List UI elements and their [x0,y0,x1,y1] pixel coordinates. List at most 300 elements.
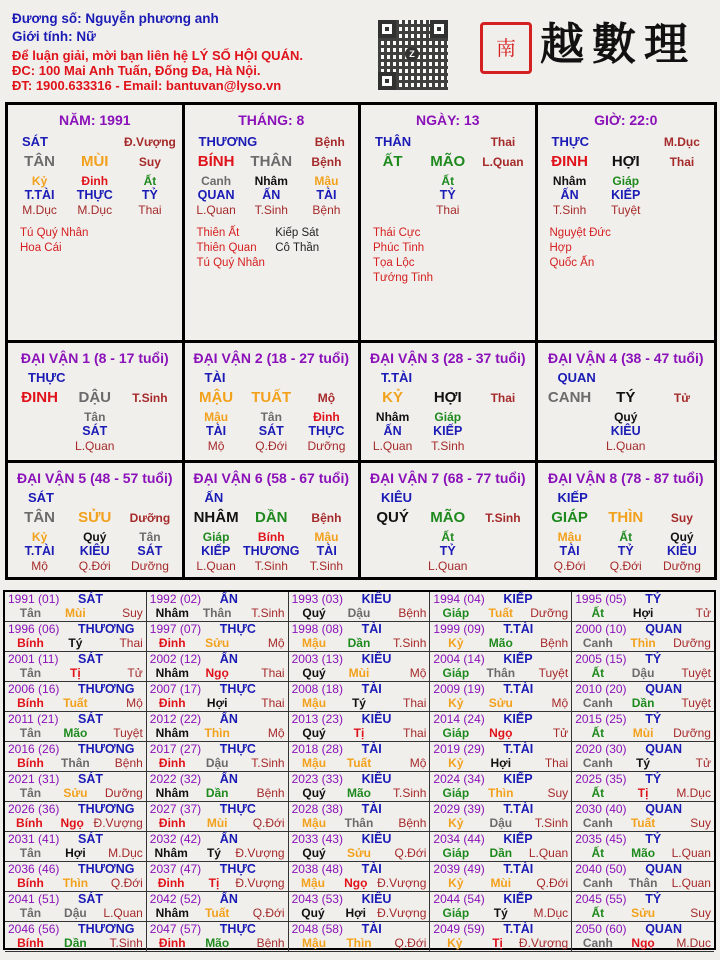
hidden-god: TỶ [439,544,456,558]
year-header [292,862,427,876]
hidden-stage: Q.Đới [78,559,111,573]
hidden-stem: Ất [143,174,157,188]
seal-stamp-logo: 南 [480,22,532,74]
year-label: 2016 (26) [8,742,60,756]
year-header [8,622,143,636]
star-label: Cô Thần [275,242,320,254]
hidden-stem: Nhâm [254,174,288,188]
year-header [292,712,427,726]
stage-label: Tuyệt [681,666,711,680]
annual-year-cell [147,772,289,802]
hidden-god-row [189,544,355,558]
heavenly-stem: Mậu [302,816,327,830]
year-pillar-row [150,876,285,891]
year-header [575,832,711,846]
annual-year-cell [430,682,572,712]
hidden-stage [542,438,598,454]
ten-god-label: THƯƠNG [78,922,135,936]
year-pillar-row [8,816,143,831]
heavenly-stem: Tân [19,846,42,860]
hidden-stem: Giáp [612,174,640,188]
stage-label: Tử [552,726,569,740]
stage-top-label: Đ.Vượng [123,135,176,149]
earthly-branch: Tý [68,636,83,650]
year-label: 2050 (60) [575,922,627,936]
year-label: 2026 (36) [8,802,60,816]
hidden-stage-row [189,438,355,454]
year-label: 2013 (23) [291,712,343,726]
year-header [292,622,427,636]
annual-year-cell [289,682,431,712]
hidden-god-row [189,424,355,438]
year-label: 2045 (55) [575,892,627,906]
year-header [575,592,711,606]
annual-year-cell [289,742,431,772]
year-pillar-row [8,636,143,651]
stage-top-label: Thai [490,135,516,149]
hidden-stem: Tân [84,410,106,424]
annual-year-cell [430,652,572,682]
year-header [292,772,427,786]
hidden-stem: Quý [83,530,107,544]
heavenly-stem: Đinh [158,756,186,770]
hidden-god: ẤN [262,188,281,202]
ten-god-label: TỶ [645,712,662,726]
year-header [292,652,427,666]
earthly-branch: Thìn [630,636,656,650]
year-header [292,802,427,816]
hidden-stem-row [365,174,531,188]
hidden-stage: L.Quan [75,439,115,453]
year-label: 2009 (19) [433,682,485,696]
stage-label: Mộ [267,636,285,650]
qr-finder-icon [378,20,396,38]
year-header [8,892,143,906]
heavenly-stem: Bính [17,636,44,650]
year-label: 2017 (27) [149,742,202,756]
year-label: 2037 (47) [149,862,202,876]
heavenly-stem: Nhâm [155,786,189,800]
hidden-stem-row [542,410,711,424]
hidden-stem: Tân [260,410,282,424]
annual-year-cell [572,862,714,892]
stage-label: T.Sinh [485,511,521,525]
stage-label: Q.Đới [110,876,143,890]
dai-van-main-row [542,506,711,530]
hidden-stem [365,174,420,188]
heavenly-stem: Đinh [158,816,186,830]
hidden-stage [122,438,177,454]
earthly-branch: MÃO [430,509,466,526]
hidden-stem: Mậu [204,410,229,424]
star-label: Tú Quý Nhân [20,227,89,239]
hidden-stem [122,410,177,424]
ten-god-label: QUAN [645,802,682,816]
hidden-stem-row [12,530,178,544]
heavenly-stem: Kỷ [448,876,464,890]
hidden-god: THƯƠNG [243,544,300,558]
heavenly-stem: Kỷ [448,816,464,830]
earthly-branch: Tuất [630,816,656,830]
hidden-god [475,544,530,558]
year-header [575,652,711,666]
stage-label: Q.Đới [394,936,427,950]
earthly-branch: Tý [493,906,508,920]
ten-god-label: T.TÀI [381,370,413,385]
hidden-god [365,544,420,558]
spacer [67,134,122,150]
hidden-god [542,424,598,438]
heavenly-stem: Kỷ [448,756,464,770]
heavenly-stem: Ất [591,846,605,860]
annual-year-cell [5,832,147,862]
annual-year-cell [147,922,289,952]
hidden-stem: Kỷ [31,530,48,544]
pillar-main-row [189,150,355,174]
heavenly-stem: Canh [582,696,613,710]
year-header [575,922,711,936]
pillar-god-row [189,134,355,150]
year-header [433,862,568,876]
hidden-stage [654,438,710,454]
hidden-stem-row [542,174,711,188]
earthly-branch: Thân [486,666,516,680]
heavenly-stem: Ất [591,906,605,920]
ten-god-label: TỶ [645,832,662,846]
pillars-grid [5,102,717,580]
qr-finder-icon [378,72,396,90]
hidden-god-row [12,424,178,438]
year-pillar-row [150,756,285,771]
hidden-stage-row [12,438,178,454]
hidden-god: TỶ [141,188,158,202]
hidden-stage-row [542,202,711,218]
annual-year-cell [289,802,431,832]
ten-god-label: THƯƠNG [78,862,135,876]
year-label: 2032 (42) [149,832,202,846]
hidden-stem-row [365,530,531,544]
ten-god-label: THƯƠNG [78,682,135,696]
dai-van-title: ĐẠI VẬN 5 (48 - 57 tuổi) [16,470,173,486]
hidden-stage-row [189,202,355,218]
earthly-branch: Dậu [631,666,655,680]
spacer [257,134,305,150]
earthly-branch: Thân [344,816,374,830]
stage-label: M.Dục [676,786,711,800]
earthly-branch: Mùi [632,726,654,740]
heavenly-stem: Tân [19,906,42,920]
heavenly-stem: Bính [17,936,44,950]
dai-van-cell [361,463,538,577]
hidden-stem [475,410,530,424]
year-label: 1994 (04) [433,592,485,606]
year-header [292,682,427,696]
annual-year-cell [430,742,572,772]
ten-god-label: TỶ [645,652,662,666]
year-pillar-row [8,936,143,951]
heavenly-stem: CANH [547,389,592,406]
year-pillar-row [575,726,711,741]
year-label: 2036 (46) [8,862,60,876]
star-label: Nguyệt Đức Hợp [549,227,611,254]
year-label: 2027 (37) [149,802,202,816]
year-header [150,622,285,636]
earthly-branch: Tuất [204,906,230,920]
dai-van-title: ĐẠI VẬN 6 (58 - 67 tuổi) [193,470,350,486]
year-pillar-row [575,936,711,951]
heavenly-stem: NHÂM [193,509,239,526]
year-label: 2043 (53) [291,892,343,906]
hidden-stage: Bệnh [312,203,341,217]
annual-year-cell [572,712,714,742]
stage-label: Bệnh [311,155,342,169]
hidden-stem: Bính [257,530,285,544]
heavenly-stem: Giáp [442,726,470,740]
year-pillar-row [150,666,285,681]
stage-label: Bệnh [398,606,427,620]
hidden-stem [654,410,710,424]
ten-god-label: TÀI [361,802,382,816]
hidden-stage: L.Quan [196,559,236,573]
earthly-branch: Mão [63,726,88,740]
stage-label: Bệnh [114,756,143,770]
year-pillar-row [8,906,143,921]
annual-year-cell [289,622,431,652]
year-label: 2029 (39) [433,802,485,816]
hidden-stem: Canh [201,174,232,188]
hidden-stem: Đinh [81,174,109,188]
earthly-branch: Mão [631,846,656,860]
heavenly-stem: Tân [19,666,42,680]
earthly-branch: Dần [347,636,371,650]
year-label: 2018 (28) [291,742,343,756]
hidden-stem-row [189,174,355,188]
stage-label: Dưỡng [673,636,711,650]
year-header [150,592,285,606]
year-pillar-row [150,696,285,711]
earthly-branch: Ngọ [344,876,368,890]
year-label: 2030 (40) [575,802,627,816]
ten-god-label: THƯƠNG [78,622,135,636]
hidden-stem: Kỷ [31,174,48,188]
year-header [433,592,568,606]
contact-line-2: ĐC: 100 Mai Anh Tuấn, Đống Đa, Hà Nội. [12,63,261,78]
hidden-stage-row [542,558,711,574]
stage-label: T.Sinh [393,786,427,800]
hidden-god: TÀI [316,188,337,202]
earthly-branch: HỢI [611,153,640,170]
hidden-stem-row [189,530,355,544]
earthly-branch: TUẤT [251,389,292,406]
hidden-stage-row [12,558,178,574]
ten-god-label: SÁT [28,490,54,505]
zalo-logo-icon: Z [405,47,419,61]
ten-god-label: TÀI [361,622,382,636]
year-header [575,892,711,906]
ten-god-label: SÁT [78,652,103,666]
heavenly-stem: Giáp [442,666,470,680]
annual-year-cell [147,892,289,922]
year-label: 2048 (58) [291,922,343,936]
year-pillar-row [292,786,427,801]
year-pillar-row [292,636,427,651]
year-label: 2038 (48) [291,862,343,876]
hidden-stage: Thai [138,203,162,217]
year-pillar-row [433,906,568,921]
earthly-branch: SỬU [78,509,112,526]
ten-god-label: TÀI [204,370,226,385]
ten-god-label: T.TÀI [503,742,534,756]
stage-label: L.Quan [671,876,711,890]
year-header [433,652,568,666]
heavenly-stem: Tân [19,786,42,800]
hidden-stem: Ất [441,530,455,544]
heavenly-stem: Kỷ [447,936,463,950]
earthly-branch: Sửu [346,846,371,860]
pillar-cell [361,105,538,343]
hidden-god: TÀI [316,544,337,558]
person-info [12,10,303,93]
star-label: Hoa Cái [20,242,62,254]
hidden-god [475,424,530,438]
pillar-title: GIỜ: 22:0 [594,112,658,128]
annual-luck-grid [3,590,716,950]
year-pillar-row [433,816,568,831]
earthly-branch: Mùi [65,606,86,620]
stage-label: Q.Đới [394,846,427,860]
dai-van-cell [8,463,185,577]
header [0,0,720,100]
heavenly-stem: Giáp [442,906,470,920]
pillar-title: NGÀY: 13 [415,112,480,128]
hidden-stem [12,410,67,424]
year-label: 2046 (56) [8,922,60,936]
heavenly-stem: Kỷ [448,636,464,650]
year-label: 1995 (05) [575,592,627,606]
year-header [575,862,711,876]
annual-year-cell [147,682,289,712]
year-label: 2008 (18) [291,682,343,696]
hidden-stem [542,410,598,424]
year-label: 2010 (20) [575,682,627,696]
heavenly-stem: Bính [17,696,44,710]
year-pillar-row [292,726,427,741]
ten-god-label: ẤN [219,712,238,726]
year-pillar-row [8,666,143,681]
hidden-stem [365,530,420,544]
year-header [433,772,568,786]
earthly-branch: DẬU [78,389,111,406]
earthly-branch: DẦN [254,509,288,526]
hidden-stage: Thai [436,203,460,217]
year-header [292,922,427,936]
hidden-stage: L.Quan [428,559,468,573]
earthly-branch: Dậu [205,756,229,770]
earthly-branch: Hợi [65,846,86,860]
ten-god-label: THỰC [28,370,66,385]
star-label: Phúc Tinh [373,242,425,254]
dai-van-main-row [542,386,711,410]
year-label: 2005 (15) [575,652,627,666]
hidden-stage [365,202,420,218]
contact-line-1: Để luận giải, mời bạn liên hệ LÝ SỐ HỘI QUÁN. [12,48,303,63]
year-label: 1996 (06) [8,622,60,636]
annual-year-cell [289,832,431,862]
year-header [433,892,568,906]
ten-god-label: ẤN [219,592,238,606]
annual-year-cell [572,592,714,622]
dai-van-title: ĐẠI VẬN 1 (8 - 17 tuổi) [20,350,169,366]
hidden-stage: T.Sinh [552,203,587,217]
ten-god-label: KIẾP [503,712,533,726]
year-pillar-row [575,816,711,831]
year-label: 2001 (11) [8,652,59,666]
earthly-branch: Mùi [206,816,228,830]
dai-van-title: ĐẠI VẬN 2 (18 - 27 tuổi) [193,350,350,366]
ten-god-label: QUAN [645,682,682,696]
earthly-branch: THÌN [608,509,644,526]
ten-god-label: THƯƠNG [78,802,135,816]
star-label: Tọa Lộc [373,257,415,269]
dai-van-title: ĐẠI VẬN 4 (38 - 47 tuổi) [547,350,704,366]
qr-finder-icon [430,20,448,38]
hidden-stage: T.Sinh [309,559,344,573]
heavenly-stem: Canh [582,756,613,770]
annual-year-cell [5,712,147,742]
stage-label: Tử [673,391,690,405]
ten-god-label: QUAN [645,862,682,876]
ten-god-label: TÀI [361,922,382,936]
year-label: 2011 (21) [8,712,59,726]
dai-van-title: ĐẠI VẬN 3 (28 - 37 tuổi) [369,350,526,366]
annual-year-cell [147,592,289,622]
year-pillar-row [575,756,711,771]
ten-god-label: TỶ [645,772,662,786]
annual-year-cell [147,652,289,682]
year-header [150,652,285,666]
ten-god-label: THỰC [219,742,256,756]
annual-year-cell [572,922,714,952]
year-label: 2025 (35) [575,772,627,786]
heavenly-stem: Mậu [300,876,325,890]
year-header [292,742,427,756]
year-pillar-row [150,936,285,951]
hidden-stage [475,202,530,218]
stage-label: Suy [690,816,711,830]
ten-god-label: TÀI [361,682,382,696]
stage-top-label: M.Dục [663,135,700,149]
hidden-stage: T.Sinh [254,203,288,217]
ten-god-label: ẤN [204,490,224,505]
annual-year-cell [5,652,147,682]
earthly-branch: THÂN [250,153,293,170]
heavenly-stem: Canh [582,876,613,890]
hidden-stage: Q.Đới [609,559,642,573]
year-label: 2006 (16) [8,682,60,696]
year-label: 2023 (33) [291,772,343,786]
stage-label: Thai [544,756,569,770]
dai-van-cell [538,463,715,577]
dai-van-main-row [12,386,178,410]
hidden-god-row [12,188,178,202]
heavenly-stem: Giáp [442,606,470,620]
pillar-cell [185,105,362,343]
year-label: 2049 (59) [433,922,485,936]
hidden-stem: Giáp [434,410,462,424]
heavenly-stem: Ất [591,786,605,800]
year-pillar-row [150,726,285,741]
stage-label: Thai [119,636,143,650]
